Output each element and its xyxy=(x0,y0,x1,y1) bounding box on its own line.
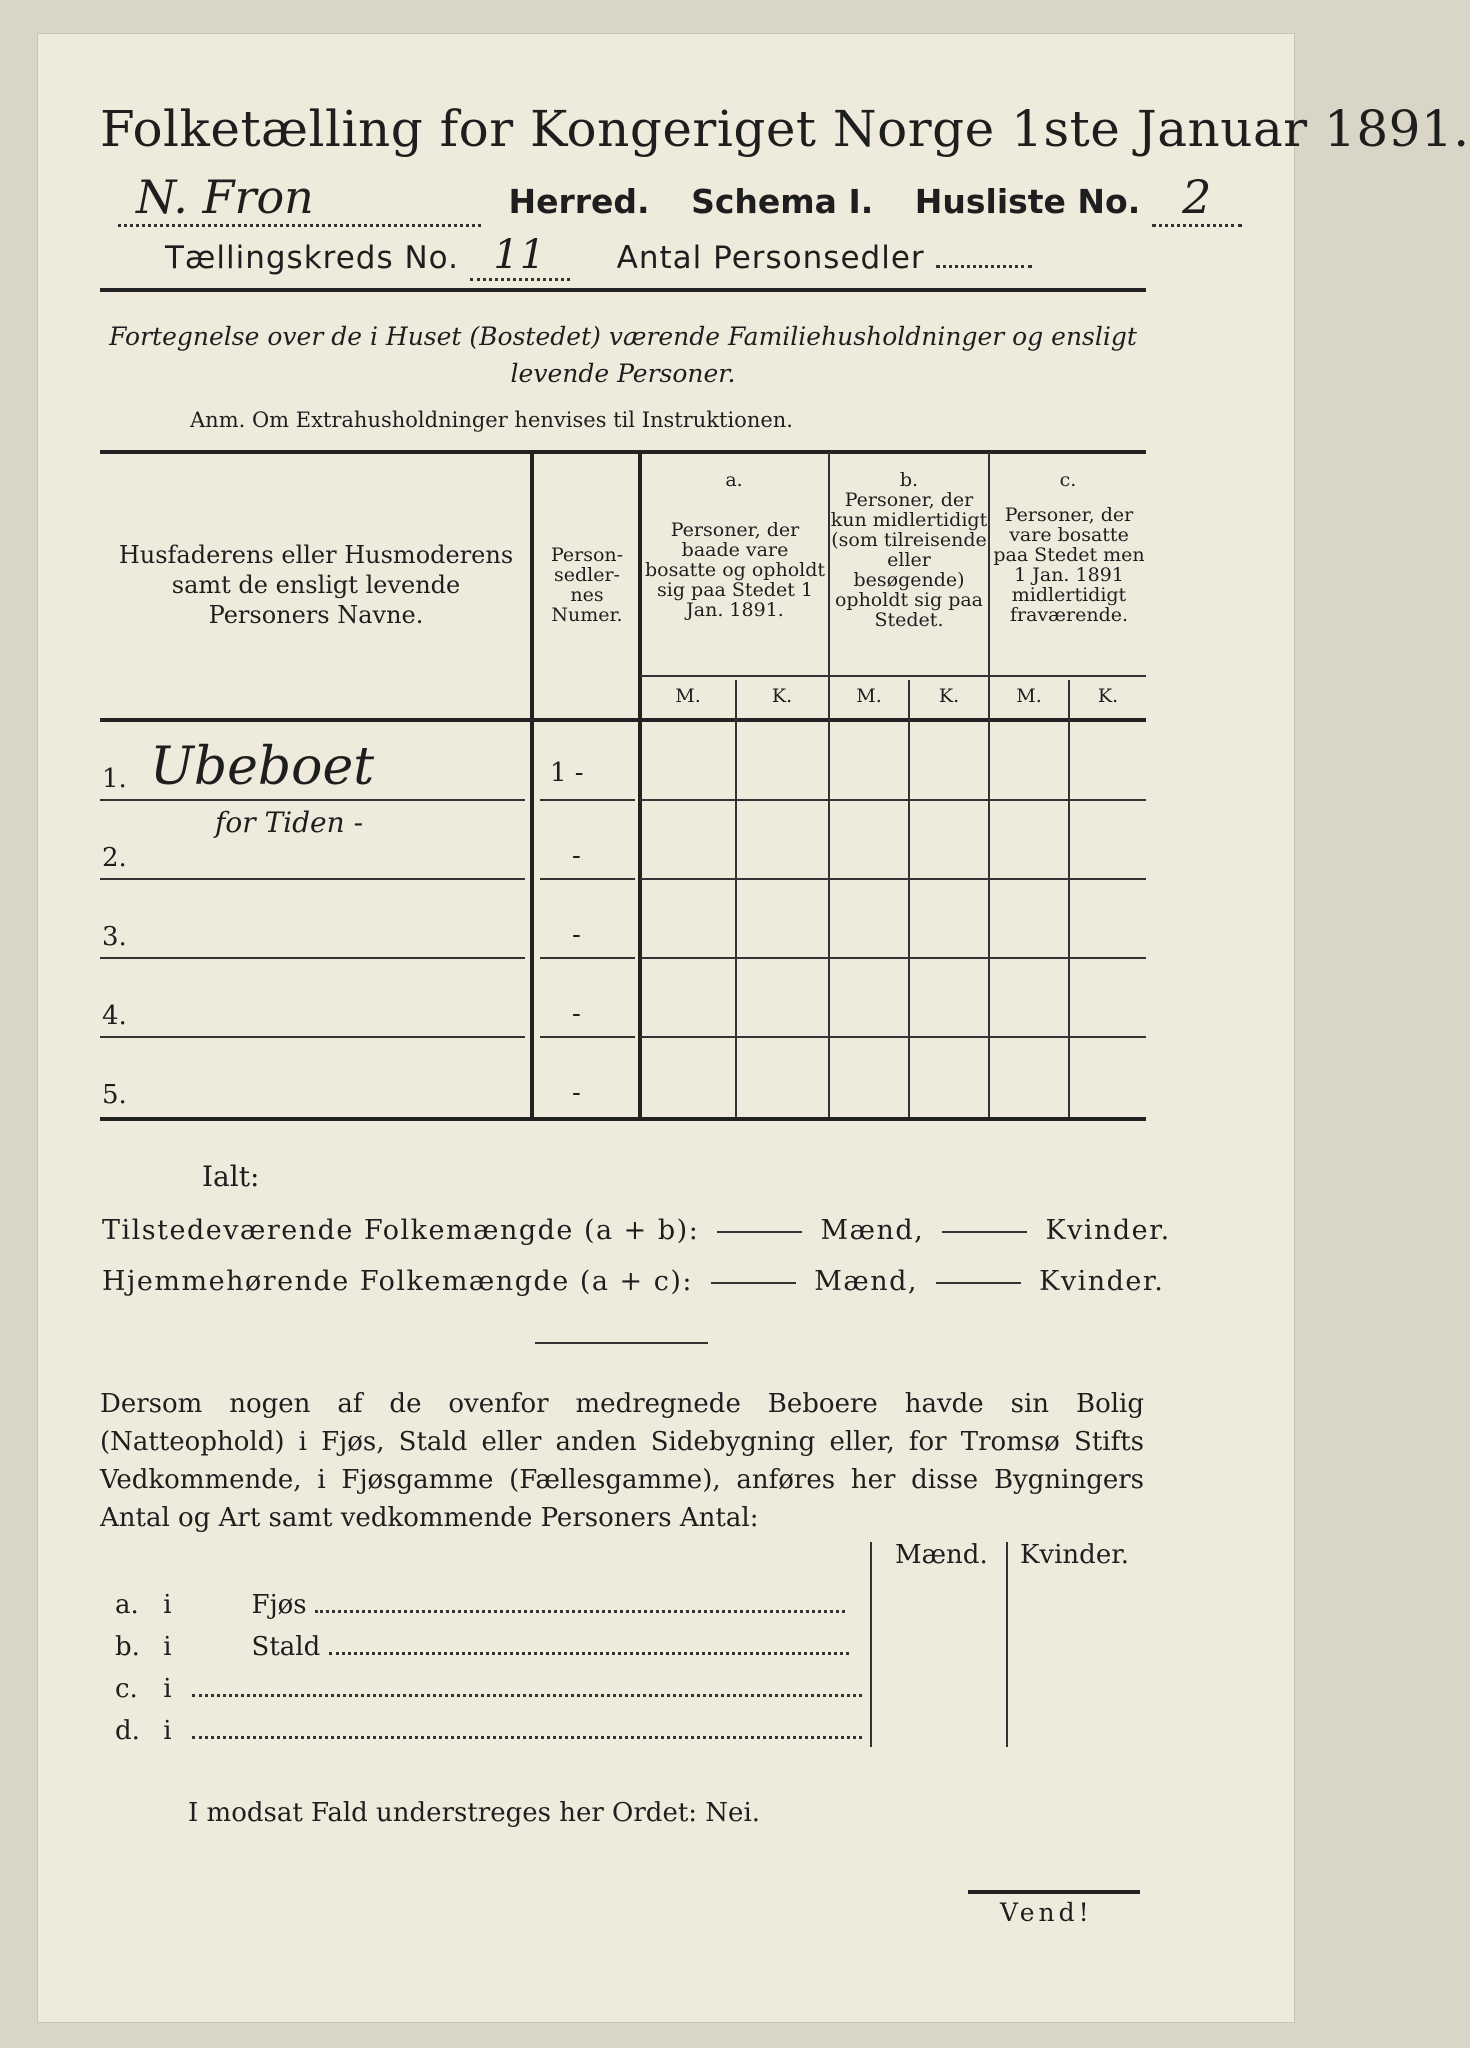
table-row xyxy=(100,959,1146,1038)
item-label: Stald xyxy=(251,1632,321,1662)
col-header-b-letter: b. xyxy=(899,469,919,491)
list-item xyxy=(115,1674,860,1704)
item-label: Fjøs xyxy=(251,1590,307,1620)
kvinder-label: Kvinder. xyxy=(1039,1266,1165,1297)
row-numer[interactable]: - xyxy=(572,1078,581,1108)
item-field[interactable] xyxy=(192,1736,862,1739)
list-item xyxy=(115,1590,860,1620)
item-field[interactable] xyxy=(329,1652,849,1655)
kreds-field[interactable]: 11 xyxy=(470,232,570,281)
item-field[interactable] xyxy=(192,1694,862,1697)
col-header-names: Husfaderens eller Husmoderens samt de ensligt levende Personers Navne. xyxy=(118,541,514,629)
row-numer[interactable]: - xyxy=(572,999,581,1029)
col-b-m: M. xyxy=(856,685,882,707)
col-a-m: M. xyxy=(675,685,701,707)
row-number: 5. xyxy=(102,1080,127,1110)
kvinder-label: Kvinder. xyxy=(1045,1215,1171,1246)
col-divider xyxy=(1006,1542,1008,1747)
total-present-women-field[interactable] xyxy=(942,1231,1027,1233)
table-row xyxy=(100,801,1146,880)
row-numer[interactable]: 1 - xyxy=(550,758,584,788)
row-numer[interactable]: - xyxy=(572,841,581,871)
herred-label: Herred. xyxy=(508,182,650,221)
col-header-b: Personer, der kun midlertidigt (som tilreisende eller besøgende) opholdt sig paa Stedet. xyxy=(830,489,988,631)
row-name[interactable]: Ubeboet xyxy=(150,737,375,797)
total-resident-women-field[interactable] xyxy=(936,1282,1021,1284)
header-rule xyxy=(100,288,1146,292)
col-header-a-letter: a. xyxy=(725,469,743,491)
vend-label: Vend! xyxy=(1000,1898,1093,1927)
anm-note: Anm. Om Extrahusholdninger henvises til Instruktionen. xyxy=(190,408,793,432)
row-note[interactable]: for Tiden - xyxy=(215,806,364,839)
col-b-k: K. xyxy=(938,685,960,707)
maend-label: Mænd, xyxy=(814,1266,918,1297)
col-header-a: Personer, der baade vare bosatte og opholdt sig paa Stedet 1 Jan. 1891. xyxy=(644,519,826,621)
row-number: 3. xyxy=(102,922,127,952)
table-row xyxy=(100,880,1146,959)
subtitle: Fortegnelse over de i Huset (Bostedet) værende Familiehusholdninger og ensligt levende Personer. xyxy=(109,322,1137,388)
maend-label: Mænd, xyxy=(820,1215,925,1246)
col-header-kvinder: Kvinder. xyxy=(1020,1540,1130,1570)
col-c-m: M. xyxy=(1016,685,1042,707)
item-prep: i xyxy=(163,1674,172,1704)
table-body xyxy=(100,722,1146,1117)
modsat-note: I modsat Fald understreges her Ordet: Nei. xyxy=(188,1798,761,1828)
list-item xyxy=(115,1632,860,1662)
table-row xyxy=(100,722,1146,839)
item-letter: b. xyxy=(115,1632,140,1662)
col-divider xyxy=(870,1542,872,1747)
total-resident-men-field[interactable] xyxy=(711,1282,796,1284)
row-number: 1. xyxy=(102,764,127,794)
vend-rule xyxy=(968,1890,1140,1894)
husliste-field[interactable]: 2 xyxy=(1152,170,1242,227)
col-header-maend: Mænd. xyxy=(895,1540,988,1570)
row-number: 2. xyxy=(102,843,127,873)
section-divider xyxy=(535,1342,708,1344)
herred-field[interactable]: N. Fron xyxy=(118,170,481,227)
list-item xyxy=(115,1716,860,1746)
antal-label: Antal Personsedler xyxy=(616,240,925,276)
col-header-c-letter: c. xyxy=(1059,469,1077,491)
col-header-numer: Person-sedler-nes Numer. xyxy=(550,544,624,626)
item-letter: d. xyxy=(115,1716,140,1746)
total-resident-label: Hjemmehørende Folkemængde (a + c): xyxy=(102,1266,693,1297)
ialt-label: Ialt: xyxy=(202,1160,260,1193)
sidebygning-instructions: Dersom nogen af de ovenfor medregnede Beboere havde sin Bolig (Natteophold) i Fjøs, Stald eller anden Sidebygning eller, for Tromsø Stifts Vedkommende, i Fjøsgamme (Fællesgamme), anføres her disse Bygningers Antal og Art samt vedkommende Personers Antal: xyxy=(100,1389,1144,1533)
col-header-c: Personer, der vare bosatte paa Stedet men 1 Jan. 1891 midlertidigt fraværende. xyxy=(993,504,1145,626)
col-a-k: K. xyxy=(771,685,793,707)
antal-field[interactable] xyxy=(936,265,1032,268)
item-prep: i xyxy=(163,1632,172,1662)
table-row xyxy=(100,1038,1146,1117)
kreds-row xyxy=(165,232,1032,281)
row-number: 4. xyxy=(102,1001,127,1031)
husliste-label: Husliste No. xyxy=(914,182,1141,221)
item-letter: c. xyxy=(115,1674,138,1704)
table-bottom-rule xyxy=(100,1117,1146,1121)
row-numer[interactable]: - xyxy=(572,920,581,950)
herred-row xyxy=(118,170,1242,230)
mk-rule xyxy=(640,675,1146,677)
item-prep: i xyxy=(163,1590,172,1620)
item-prep: i xyxy=(163,1716,172,1746)
form-title: Folketælling for Kongeriget Norge 1ste Januar 1891. xyxy=(100,100,1470,158)
total-line-present xyxy=(102,1215,1171,1246)
item-field[interactable] xyxy=(315,1610,845,1613)
schema-label: Schema I. xyxy=(691,182,874,221)
total-present-men-field[interactable] xyxy=(717,1231,802,1233)
kreds-label: Tællingskreds No. xyxy=(165,240,459,276)
item-letter: a. xyxy=(115,1590,139,1620)
total-line-resident xyxy=(102,1266,1164,1297)
total-present-label: Tilstedeværende Folkemængde (a + b): xyxy=(102,1215,700,1246)
col-c-k: K. xyxy=(1097,685,1119,707)
